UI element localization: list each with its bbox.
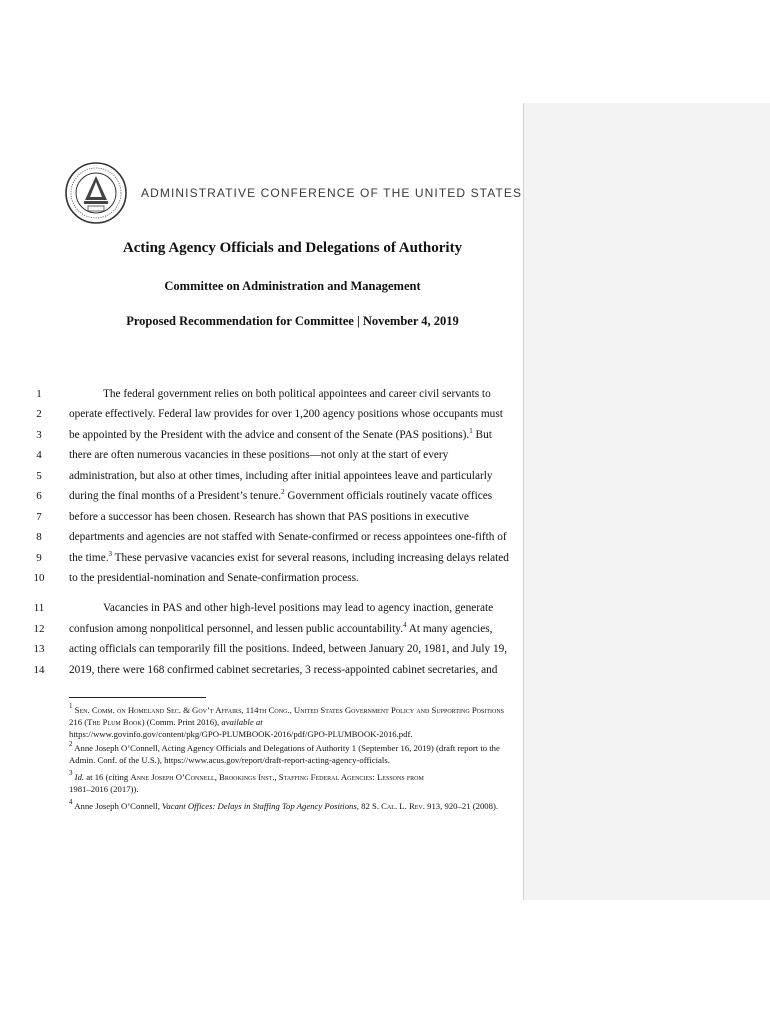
body-line	[69, 507, 519, 527]
line-text: to the presidential-nomination and Senate-confirmation process.	[69, 572, 359, 584]
line-number: 7	[36, 511, 42, 523]
body-line	[69, 619, 519, 639]
line-text: Vacancies in PAS and other high-level positions may lead to agency inaction, generate	[103, 602, 494, 614]
footnote-text: 913, 920–21 (2008).	[424, 801, 499, 811]
org-name: ADMINISTRATIVE CONFERENCE OF THE UNITED STATES	[141, 186, 523, 200]
footnote-text: Sen. Comm. on Homeland Sec. & Gov’t Affairs, 114th Cong., United States Government Policy and Supporting Positions 216 (The Plum Book)	[69, 705, 504, 727]
line-number: 11	[33, 602, 45, 614]
body-line	[69, 486, 519, 506]
footnote-ref[interactable]: 1	[469, 427, 473, 435]
body-line	[69, 639, 519, 659]
body-line	[69, 404, 519, 424]
line-number: 2	[36, 408, 42, 420]
footnote-number: 3	[69, 769, 73, 777]
line-text: The federal government relies on both political appointees and career civil servants to	[103, 388, 491, 400]
line-number: 14	[33, 664, 45, 676]
footnote-2	[69, 742, 519, 766]
line-text: These pervasive vacancies exist for several reasons, including increasing delays related	[112, 552, 509, 564]
line-text: acting officials can temporarily fill the positions. Indeed, between January 20, 1981, and July 19,	[69, 643, 508, 655]
line-number: 4	[36, 449, 42, 461]
footnote-link[interactable]: https://www.govinfo.gov/content/pkg/GPO-PLUMBOOK-2016/pdf/GPO-PLUMBOOK-2016.pdf.	[69, 729, 413, 739]
line-number: 6	[36, 490, 42, 502]
line-number: 5	[36, 470, 42, 482]
line-text: But	[472, 429, 492, 441]
footnote-text: Id.	[74, 772, 85, 782]
footnote-4	[69, 800, 519, 812]
letterhead	[65, 160, 523, 226]
comment-pane[interactable]	[523, 103, 770, 900]
body-line	[69, 568, 519, 588]
line-text: departments and agencies are not staffed with Senate-confirmed or recess appointees one-fifth of	[69, 531, 507, 543]
line-number: 1	[36, 388, 42, 400]
committee-name: Committee on Administration and Management	[164, 279, 421, 293]
line-text: operate effectively. Federal law provides for over 1,200 agency positions whose occupants must	[69, 408, 503, 420]
line-text: administration, but also at other times, including after initial appointees leave and particularly	[69, 470, 493, 482]
footnote-divider	[69, 697, 206, 698]
footnote-1	[69, 704, 519, 740]
line-text: Government officials routinely vacate offices	[284, 490, 493, 502]
line-text: the time.	[69, 552, 109, 564]
footnote-3	[69, 771, 519, 795]
line-number: 12	[33, 623, 45, 635]
footnote-text: (Comm. Print 2016),	[144, 717, 222, 727]
line-text: confusion among nonpolitical personnel, and lessen public accountability.	[69, 623, 404, 635]
footnote-ref[interactable]: 3	[108, 550, 113, 558]
footnote-text: 1981–2016 (2017)).	[69, 784, 139, 794]
document-title: Acting Agency Officials and Delegations of Authority	[122, 240, 463, 256]
line-text: 2019, there were 168 confirmed cabinet secretaries, 3 recess-appointed cabinet secretaries, and	[69, 664, 498, 676]
body-line	[69, 425, 519, 445]
body-line	[69, 466, 519, 486]
footnote-text: Anne Joseph O’Connell,	[74, 801, 163, 811]
footnote-text: Anne Joseph O’Connell, Brookings Inst., Staffing Federal Agencies: Lessons from	[130, 772, 424, 782]
body-line	[69, 598, 553, 618]
line-number: 9	[36, 552, 42, 564]
footnote-text: Anne Joseph O’Connell, Acting Agency Officials and Delegations of Authority 1 (September 16, 2019) (draft report to the Admin. Conf. of the U.S.), https://www.acus.gov/report/draft-report-acting-agency-officials.	[69, 743, 500, 765]
footnote-text: , 82	[356, 801, 372, 811]
line-number: 3	[36, 429, 42, 441]
line-number: 8	[36, 531, 42, 543]
body-line	[69, 445, 519, 465]
line-number: 13	[33, 643, 45, 655]
footnote-text: S. Cal. L. Rev.	[371, 801, 425, 811]
footnote-number: 1	[69, 702, 73, 710]
footnote-text: Vacant Offices: Delays in Staffing Top Agency Positions	[162, 801, 357, 811]
footnote-number: 2	[69, 740, 73, 748]
line-text: there are often numerous vacancies in these positions—not only at the start of every	[69, 449, 449, 461]
footnote-text: available at	[221, 717, 263, 727]
body-line	[69, 384, 553, 404]
document-subtitle: Proposed Recommendation for Committee | November 4, 2019	[126, 314, 459, 328]
body-line	[69, 527, 519, 547]
body-line	[69, 660, 519, 680]
footnote-text: at 16 (citing	[84, 772, 131, 782]
line-text: be appointed by the President with the advice and consent of the Senate (PAS positions).	[69, 429, 470, 441]
body-line	[69, 548, 519, 568]
line-text: before a successor has been chosen. Research has shown that PAS positions in executive	[69, 511, 469, 523]
acus-seal-icon	[65, 162, 127, 224]
line-number: 10	[33, 572, 45, 584]
footnote-number: 4	[69, 798, 73, 806]
line-text: during the final months of a President’s tenure.	[69, 490, 282, 502]
footnote-ref[interactable]: 4	[403, 621, 407, 629]
footnote-ref[interactable]: 2	[281, 488, 285, 496]
line-text: At many agencies,	[406, 623, 493, 635]
